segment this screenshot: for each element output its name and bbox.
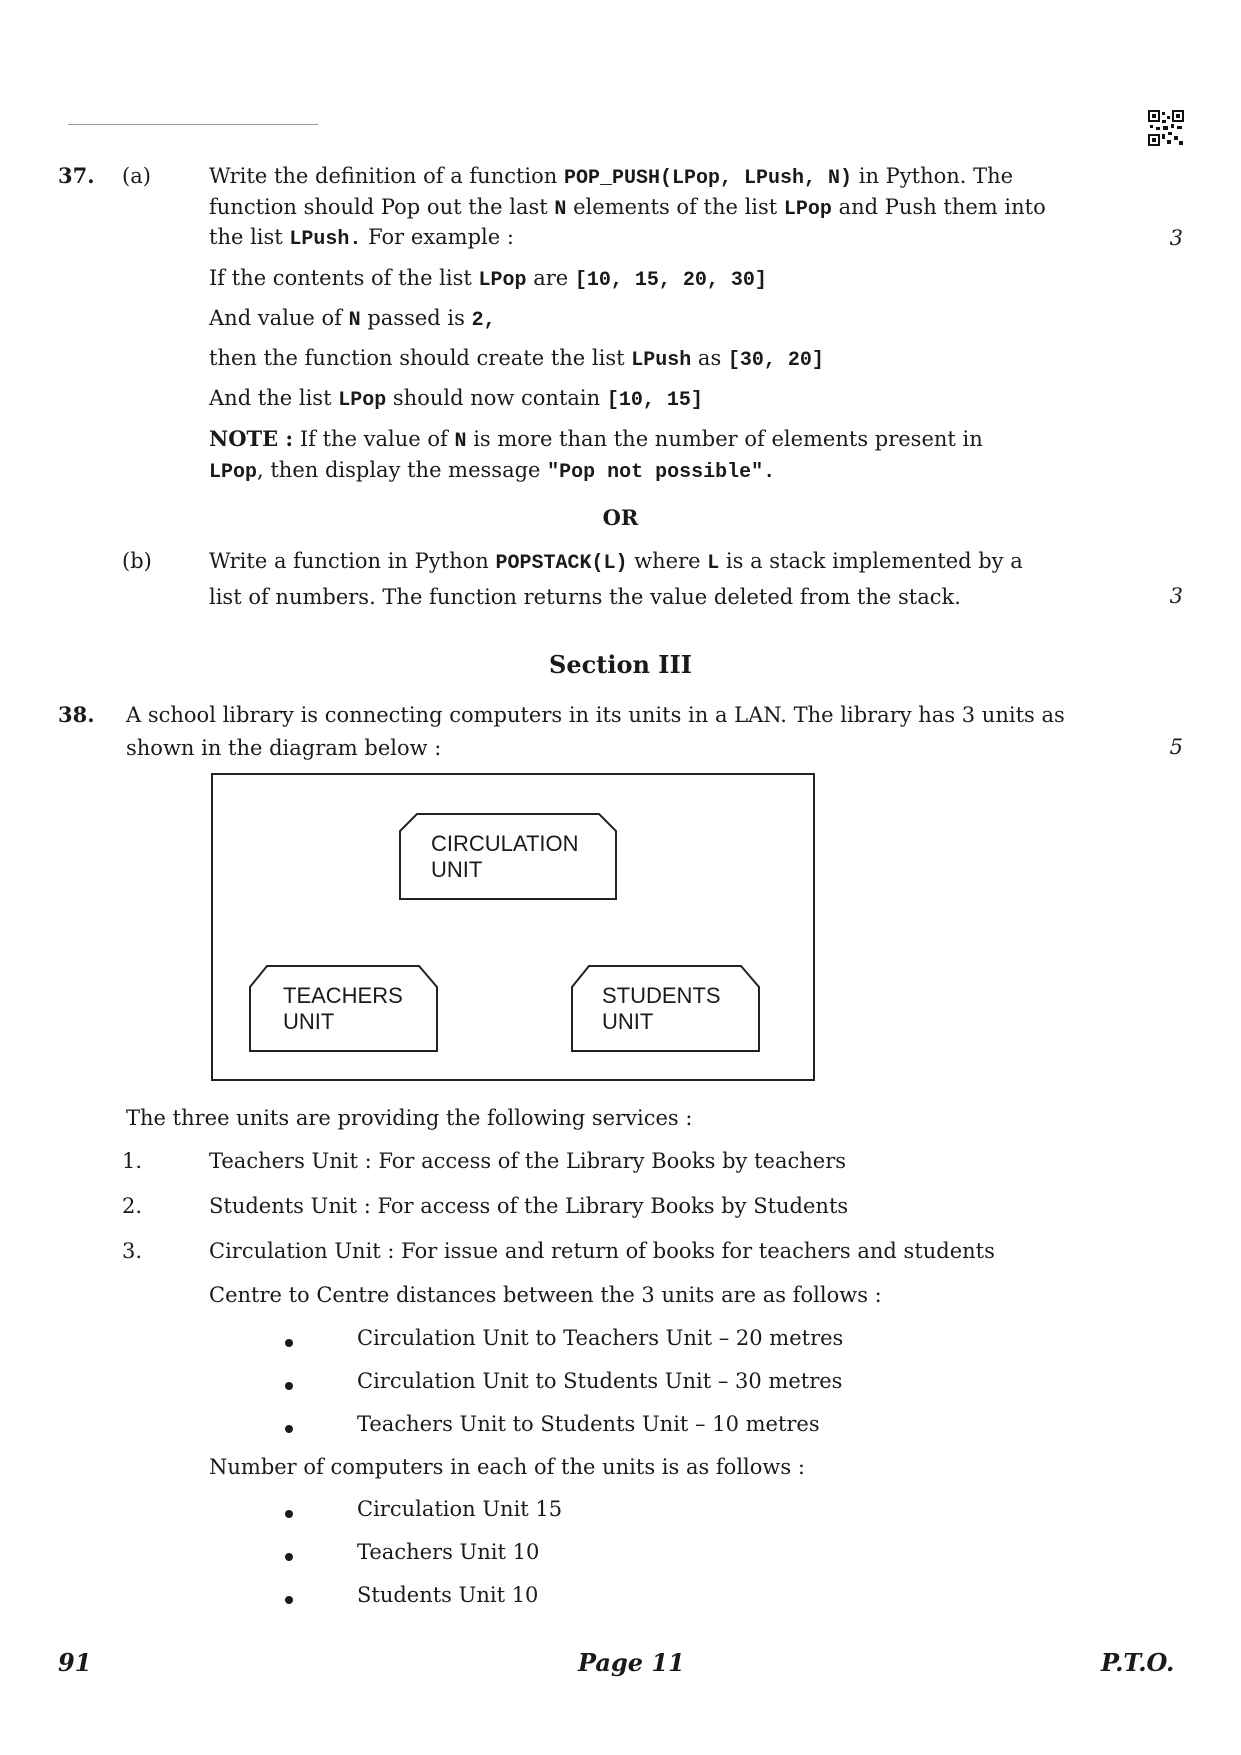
q38-marks: 5 (1169, 735, 1183, 759)
question-37-number: 37. (58, 163, 95, 188)
service-text: Circulation Unit : For issue and return of books for teachers and students (209, 1239, 995, 1263)
q37a-note-line-1 (209, 424, 983, 457)
code: LPush (631, 349, 692, 372)
service-text: Students Unit : For access of the Library Books by Students (209, 1194, 849, 1218)
text: is more than the number of elements present in (466, 427, 983, 451)
text: function should Pop out the last (209, 195, 555, 219)
question-37b-label: (b) (122, 549, 152, 573)
text: as (691, 346, 728, 370)
bullet-icon (285, 1425, 293, 1433)
code: LPop (338, 389, 387, 412)
distance-item: Teachers Unit to Students Unit – 10 metres (357, 1412, 820, 1436)
q37a-line-3 (209, 222, 514, 255)
or-separator: OR (602, 505, 639, 530)
text: And the list (209, 386, 339, 410)
text: , then display the message (257, 458, 548, 482)
code: LPop (478, 269, 527, 292)
q38-intro-line-2: shown in the diagram below : (126, 736, 442, 760)
text: Write a function in Python (209, 549, 496, 573)
text: are (526, 266, 575, 290)
section-heading: Section III (549, 650, 692, 679)
q37a-line-1 (209, 161, 1013, 194)
text: Write the definition of a function (209, 164, 564, 188)
footer-page-number: Page 11 (578, 1648, 685, 1677)
q37a-example-3 (209, 343, 824, 376)
footer-paper-code: 91 (58, 1648, 92, 1677)
q37a-marks: 3 (1169, 226, 1183, 250)
note-label: NOTE : (209, 426, 294, 451)
computer-count-item: Teachers Unit 10 (357, 1540, 540, 1564)
code: N (348, 309, 361, 332)
q37a-line-2 (209, 192, 1046, 225)
text: in Python. The (852, 164, 1014, 188)
question-38-number: 38. (58, 702, 95, 727)
teachers-unit-label: TEACHERS UNIT (283, 983, 403, 1034)
computers-intro: Number of computers in each of the units is as follows : (209, 1455, 805, 1479)
bullet-icon (285, 1382, 293, 1390)
code: [30, 20] (727, 349, 824, 372)
code: LPop (783, 198, 832, 221)
q37a-note-line-2 (209, 455, 775, 488)
text: and Push them into (831, 195, 1046, 219)
code: N (454, 430, 467, 453)
service-number: 3. (122, 1239, 143, 1263)
q37a-example-2 (209, 303, 496, 336)
text: where (627, 549, 708, 573)
code: POPSTACK(L) (495, 552, 628, 575)
q37b-marks: 3 (1169, 584, 1183, 608)
text: And value of (209, 306, 349, 330)
code: L (707, 552, 720, 575)
code: [10, 15] (606, 389, 703, 412)
qr-code-icon (1148, 110, 1184, 146)
service-number: 2. (122, 1194, 143, 1218)
question-37a-label: (a) (122, 164, 151, 188)
text: the list (209, 225, 290, 249)
q37a-example-4 (209, 383, 703, 416)
text: passed is (360, 306, 472, 330)
text: If the contents of the list (209, 266, 479, 290)
bullet-icon (285, 1596, 293, 1604)
q37b-line-2: list of numbers. The function returns the value deleted from the stack. (209, 585, 961, 609)
service-text: Teachers Unit : For access of the Library Books by teachers (209, 1149, 847, 1173)
text: For example : (361, 225, 514, 249)
text: elements of the list (566, 195, 784, 219)
q37b-line-1 (209, 546, 1023, 579)
students-unit-label: STUDENTS UNIT (602, 983, 721, 1034)
code: LPush. (289, 228, 362, 251)
q38-intro-line-1: A school library is connecting computers in its units in a LAN. The library has 3 units as (126, 703, 1065, 727)
text: then the function should create the list (209, 346, 632, 370)
footer-pto: P.T.O. (1101, 1648, 1175, 1677)
circulation-unit-label: CIRCULATION UNIT (431, 831, 579, 882)
bullet-icon (285, 1339, 293, 1347)
code: [10, 15, 20, 30] (574, 269, 767, 292)
text: is a stack implemented by a (719, 549, 1023, 573)
text: should now contain (386, 386, 607, 410)
code: N (554, 198, 567, 221)
services-intro: The three units are providing the following services : (126, 1106, 693, 1130)
distances-intro: Centre to Centre distances between the 3 units are as follows : (209, 1283, 882, 1307)
code: "Pop not possible". (547, 461, 776, 484)
bullet-icon (285, 1553, 293, 1561)
code: 2, (471, 309, 496, 332)
distance-item: Circulation Unit to Students Unit – 30 metres (357, 1369, 843, 1393)
library-diagram (211, 773, 815, 1081)
computer-count-item: Circulation Unit 15 (357, 1497, 563, 1521)
header-rule (68, 124, 318, 125)
code: LPop (209, 461, 258, 484)
q37a-example-1 (209, 263, 767, 296)
text: If the value of (293, 427, 455, 451)
distance-item: Circulation Unit to Teachers Unit – 20 metres (357, 1326, 844, 1350)
service-number: 1. (122, 1149, 143, 1173)
code: POP_PUSH(LPop, LPush, N) (564, 167, 853, 190)
bullet-icon (285, 1510, 293, 1518)
computer-count-item: Students Unit 10 (357, 1583, 539, 1607)
